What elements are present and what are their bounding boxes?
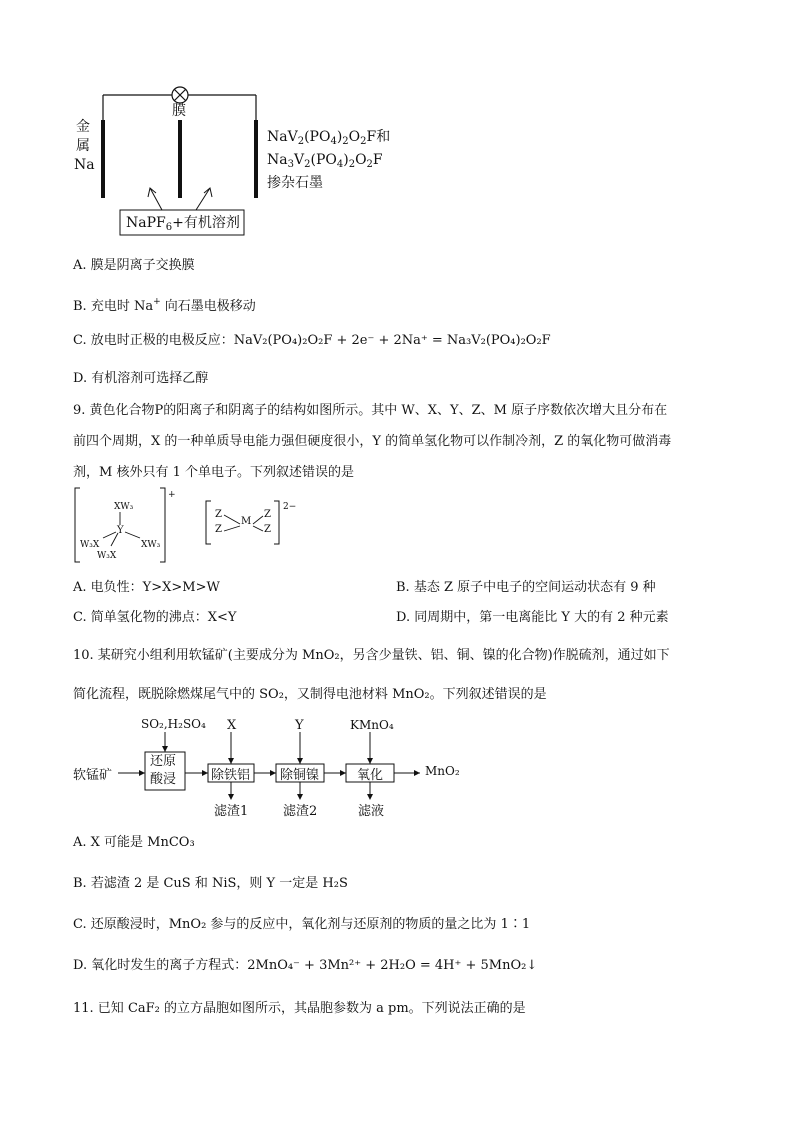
anion-m: M: [241, 516, 252, 527]
anion-charge: 2−: [283, 502, 297, 512]
q10-option-c: C. 还原酸浸时，MnO₂ 参与的反应中，氧化剂与还原剂的物质的量之比为 1∶1: [73, 917, 531, 932]
q9-stem-line1: 9. 黄色化合物P的阳离子和阴离子的结构如图所示。其中 W、X、Y、Z、M 原子序数依次增大且分布在: [73, 403, 668, 418]
meter-symbol-icon: [172, 87, 188, 103]
q10-stem-line2: 简化流程，既脱除燃煤尾气中的 SO₂，又制得电池材料 MnO₂。下列叙述错误的是: [73, 687, 547, 702]
flow-reagent-2: X: [227, 718, 237, 733]
anion-z1: Z: [215, 509, 222, 520]
flow-residue-1: 滤渣1: [214, 804, 249, 819]
flow-box2-label: 除铁铝: [211, 768, 251, 783]
process-flowchart: [0, 712, 520, 802]
anion-z4: Z: [264, 524, 271, 535]
flow-filtrate: 滤液: [358, 804, 385, 819]
cation-bottom-group: W₃X: [97, 551, 117, 561]
flow-product: MnO₂: [425, 764, 460, 778]
flow-input: 软锰矿: [73, 768, 113, 783]
q10-stem-line1: 10. 某研究小组利用软锰矿(主要成分为 MnO₂，另含少量铁、铝、铜、镍的化合物)作脱硫剂，通过如下: [73, 648, 670, 663]
left-electrode: [101, 120, 105, 198]
q9-option-d: D. 同周期中，第一电离能比 Y 大的有 2 种元素: [396, 610, 669, 625]
membrane: [178, 120, 182, 198]
flow-reagent-4: KMnO₄: [350, 718, 394, 732]
flow-box4-label: 氧化: [357, 768, 384, 783]
anion-z2: Z: [215, 524, 222, 535]
cation-left-group: W₃X: [80, 540, 100, 550]
electrolyte-label: NaPF$_6$+有机溶剂: [126, 215, 240, 233]
cation-right-group: XW₃: [141, 540, 161, 550]
q10-option-a: A. X 可能是 MnCO₃: [73, 835, 195, 850]
cation-charge: +: [168, 490, 176, 500]
q9-option-b: B. 基态 Z 原子中电子的空间运动状态有 9 种: [396, 580, 656, 595]
anion-z3: Z: [264, 509, 271, 520]
right-electrode: [254, 120, 258, 198]
membrane-label: 膜: [172, 103, 186, 119]
q9-option-a: A. 电负性：Y>X>M>W: [73, 580, 220, 595]
cation-center-atom: Y: [117, 525, 124, 536]
q8-option-d: D. 有机溶剂可选择乙醇: [73, 371, 209, 386]
q11-stem: 11. 已知 CaF₂ 的立方晶胞如图所示，其晶胞参数为 a pm。下列说法正确的是: [73, 1001, 526, 1016]
right-electrode-label: $NaV_2(PO_4)_2O_2F$和 $Na_3V_2(PO_4)_2O_2F$ 掺杂石墨: [267, 129, 391, 191]
q9-stem-line3: 剂，M 核外只有 1 个单电子。下列叙述错误的是: [73, 465, 354, 480]
q10-option-d: D. 氧化时发生的离子方程式：2MnO₄⁻ + 3Mn²⁺ + 2H₂O = 4H⁺ + 5MnO₂↓: [73, 958, 538, 973]
q8-option-c: C. 放电时正极的电极反应：NaV₂(PO₄)₂O₂F + 2e⁻ + 2Na⁺ = Na₃V₂(PO₄)₂O₂F: [73, 333, 551, 348]
flow-reagent-3: Y: [295, 718, 304, 733]
q9-stem-line2: 前四个周期，X 的一种单质导电能力强但硬度很小，Y 的简单氢化物可以作制冷剂，Z 的氧化物可做消毒: [73, 434, 672, 449]
flow-reagent-1: SO₂,H₂SO₄: [141, 717, 206, 731]
flow-box3-label: 除铜镍: [280, 768, 320, 783]
left-electrode-label: 金 属 Na: [74, 119, 95, 173]
q10-option-b: B. 若滤渣 2 是 CuS 和 NiS，则 Y 一定是 H₂S: [73, 876, 348, 891]
cation-top-group: XW₃: [114, 502, 134, 512]
flow-residue-2: 滤渣2: [283, 804, 318, 819]
q8-option-a: A. 膜是阴离子交换膜: [73, 258, 195, 273]
q9-option-c: C. 简单氢化物的沸点：X<Y: [73, 610, 237, 625]
flow-box1-label: 还原 酸浸: [150, 754, 177, 787]
battery-diagram: [0, 0, 420, 250]
q8-option-b: B. 充电时 Na+ 向石墨电极移动: [73, 297, 256, 314]
